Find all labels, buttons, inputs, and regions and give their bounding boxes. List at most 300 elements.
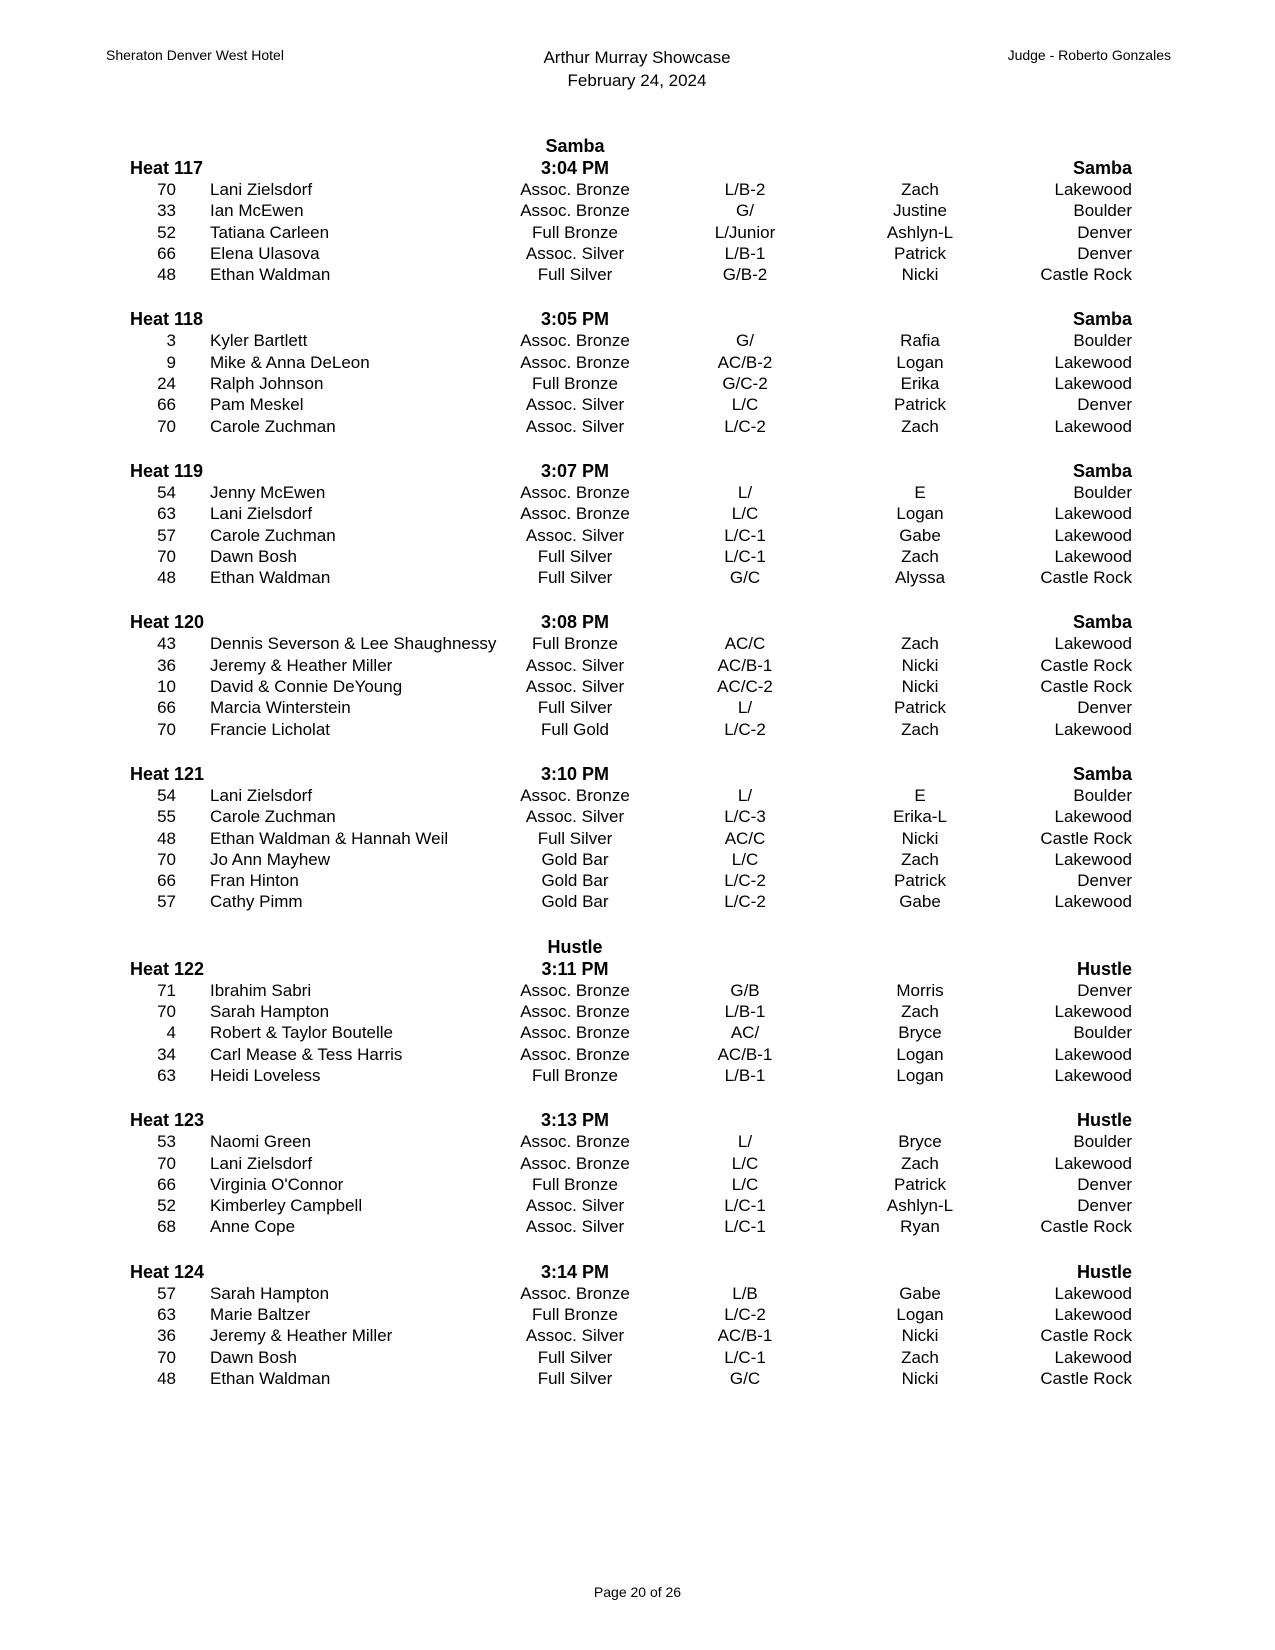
heat-header [0, 460, 1275, 482]
entry-row [0, 1304, 1275, 1325]
entry-row [0, 655, 1275, 676]
entry-studio: Castle Rock [1040, 1368, 1132, 1388]
entry-level: Assoc. Silver [525, 807, 625, 827]
entry-name: Jenny McEwen [210, 482, 326, 502]
entry-level: Full Silver [537, 1368, 613, 1388]
entry-studio: Lakewood [1054, 504, 1132, 524]
entry-instructor: Morris [896, 980, 944, 1000]
entry-level: Full Bronze [532, 1065, 618, 1085]
entry-row [0, 394, 1275, 415]
entry-instructor: Patrick [894, 698, 946, 718]
heat-dance: Hustle [1076, 1261, 1132, 1282]
heat-dance: Samba [1072, 763, 1132, 784]
entry-instructor: Logan [896, 1304, 944, 1324]
heat-list [0, 135, 1275, 1412]
entry-studio: Lakewood [1054, 634, 1132, 654]
entry-category: G/C-2 [722, 374, 768, 394]
entry-instructor: Zach [901, 180, 939, 199]
entry-name: Ethan Waldman [210, 1368, 331, 1388]
entry-category: AC/B-2 [717, 352, 773, 372]
entry-studio: Lakewood [1054, 1065, 1132, 1085]
entry-row [0, 1153, 1275, 1174]
entry-level: Assoc. Silver [525, 1196, 625, 1216]
entry-number: 36 [157, 655, 176, 675]
entry-name: Dawn Bosh [210, 1347, 297, 1367]
entry-instructor: Ashlyn-L [886, 222, 954, 242]
entry-name: Carole Zuchman [210, 525, 336, 545]
entry-category: L/Junior [714, 222, 776, 242]
entry-row [0, 567, 1275, 588]
entry-level: Full Silver [537, 698, 613, 718]
entry-studio: Denver [1077, 395, 1132, 415]
entry-studio: Castle Rock [1040, 677, 1132, 697]
entry-number: 70 [157, 719, 176, 739]
entry-row [0, 980, 1275, 1001]
entry-name: Robert & Taylor Boutelle [210, 1023, 394, 1043]
entry-category: L/C [731, 395, 759, 415]
entry-number: 54 [157, 785, 176, 805]
entry-category: L/B [732, 1283, 758, 1303]
entry-level: Assoc. Bronze [520, 201, 630, 221]
entry-row [0, 1131, 1275, 1152]
entry-category: L/C-1 [724, 1217, 766, 1237]
entry-instructor: Erika [900, 374, 940, 394]
entry-level: Assoc. Silver [525, 243, 625, 263]
heat-name: Heat 124 [130, 1261, 205, 1282]
entry-studio: Castle Rock [1040, 828, 1132, 848]
entry-category: L/ [737, 1132, 753, 1152]
entry-row [0, 200, 1275, 221]
entry-row [0, 1283, 1275, 1304]
heat-dance: Samba [1072, 158, 1132, 178]
entry-category: L/B-2 [724, 180, 766, 199]
entry-studio: Denver [1077, 871, 1132, 891]
entry-category: L/C-1 [724, 525, 766, 545]
entry-number: 52 [157, 222, 176, 242]
entry-row [0, 849, 1275, 870]
entry-instructor: Nicki [901, 828, 939, 848]
entry-studio: Denver [1077, 698, 1132, 718]
heat-time: 3:08 PM [540, 612, 610, 633]
entry-level: Gold Bar [541, 892, 609, 912]
entry-name: Ralph Johnson [210, 374, 324, 394]
entry-number: 33 [157, 201, 176, 221]
section-title-text: Samba [545, 136, 605, 156]
entry-studio: Boulder [1073, 785, 1132, 805]
entry-name: Francie Licholat [210, 719, 331, 739]
entry-instructor: Justine [893, 201, 947, 221]
entry-row [0, 1216, 1275, 1237]
heat-header [0, 1109, 1275, 1131]
entry-row [0, 482, 1275, 503]
entry-studio: Denver [1077, 1196, 1132, 1216]
entry-number: 70 [157, 1347, 176, 1367]
entry-studio: Castle Rock [1040, 1217, 1132, 1237]
entry-row [0, 1022, 1275, 1043]
heat-header [0, 763, 1275, 785]
entry-category: G/ [736, 331, 754, 351]
entry-number: 10 [157, 677, 176, 697]
entry-instructor: E [914, 785, 926, 805]
entry-level: Assoc. Bronze [520, 980, 630, 1000]
heat-header [0, 958, 1275, 980]
entry-name: Carl Mease & Tess Harris [210, 1044, 403, 1064]
entry-row [0, 676, 1275, 697]
entry-level: Full Silver [537, 265, 613, 285]
entry-studio: Lakewood [1054, 546, 1132, 566]
entry-level: Assoc. Bronze [520, 352, 630, 372]
entry-level: Assoc. Bronze [520, 482, 630, 502]
entry-studio: Lakewood [1054, 1283, 1132, 1303]
entry-studio: Lakewood [1054, 416, 1132, 436]
entry-category: L/ [737, 785, 753, 805]
entry-instructor: Logan [896, 1065, 944, 1085]
entry-name: Kimberley Campbell [210, 1196, 363, 1216]
event-date: February 24, 2024 [567, 71, 707, 90]
entry-instructor: Zach [901, 1002, 939, 1022]
entry-number: 66 [157, 698, 176, 718]
heat-name: Heat 123 [130, 1110, 205, 1131]
entry-instructor: Zach [901, 1347, 939, 1367]
entry-instructor: Bryce [898, 1132, 942, 1152]
venue-name: Sheraton Denver West Hotel [106, 47, 284, 63]
entry-category: L/C-2 [724, 871, 766, 891]
entry-category: AC/C [724, 634, 766, 654]
entry-level: Full Bronze [532, 1174, 618, 1194]
entry-number: 9 [166, 352, 176, 372]
entry-level: Full Silver [537, 828, 613, 848]
entry-number: 66 [157, 395, 176, 415]
heat-dance: Samba [1072, 309, 1132, 330]
entry-category: AC/B-1 [717, 1326, 773, 1346]
entry-instructor: Nicki [901, 1368, 939, 1388]
entry-studio: Castle Rock [1040, 568, 1132, 588]
entry-level: Gold Bar [541, 871, 609, 891]
entry-name: Lani Zielsdorf [210, 180, 313, 199]
heat-header [0, 1261, 1275, 1283]
entry-name: Sarah Hampton [210, 1283, 330, 1303]
entry-instructor: Patrick [894, 395, 946, 415]
entry-studio: Castle Rock [1040, 655, 1132, 675]
entry-studio: Lakewood [1054, 352, 1132, 372]
entry-number: 57 [157, 1283, 176, 1303]
entry-row [0, 1174, 1275, 1195]
entry-category: AC/C [724, 828, 766, 848]
entry-category: L/C-1 [724, 546, 766, 566]
entry-studio: Boulder [1073, 1023, 1132, 1043]
entry-row [0, 373, 1275, 394]
entry-number: 63 [157, 1304, 176, 1324]
entry-name: Ethan Waldman [210, 568, 331, 588]
entry-instructor: Nicki [901, 1326, 939, 1346]
heat-dance: Hustle [1076, 958, 1132, 979]
entry-number: 52 [157, 1196, 176, 1216]
entry-name: Marie Baltzer [210, 1304, 311, 1324]
entry-studio: Castle Rock [1040, 1326, 1132, 1346]
entry-name: Marcia Winterstein [210, 698, 351, 718]
heat-block [0, 308, 1275, 436]
entry-number: 63 [157, 504, 176, 524]
heat-dance: Samba [1072, 460, 1132, 481]
entry-studio: Denver [1077, 980, 1132, 1000]
entry-studio: Denver [1077, 1174, 1132, 1194]
heat-time: 3:11 PM [541, 958, 609, 979]
entry-instructor: Rafia [900, 331, 940, 351]
entry-level: Full Silver [537, 1347, 613, 1367]
entry-studio: Lakewood [1054, 1347, 1132, 1367]
entry-row [0, 525, 1275, 546]
entry-instructor: Logan [896, 352, 944, 372]
entry-row [0, 264, 1275, 285]
entry-row [0, 719, 1275, 740]
heat-block [0, 1109, 1275, 1237]
entry-row [0, 1195, 1275, 1216]
entry-row [0, 1325, 1275, 1346]
entry-level: Full Silver [537, 546, 613, 566]
entry-level: Assoc. Silver [525, 416, 625, 436]
entry-number: 70 [157, 849, 176, 869]
entry-category: L/C-1 [724, 1347, 766, 1367]
heat-time: 3:10 PM [540, 763, 610, 784]
entry-row [0, 870, 1275, 891]
entry-name: Ethan Waldman [210, 265, 331, 285]
entry-row [0, 222, 1275, 243]
entry-number: 54 [157, 482, 176, 502]
entry-instructor: Zach [901, 416, 939, 436]
entry-number: 66 [157, 871, 176, 891]
entry-category: L/C-2 [724, 416, 766, 436]
heat-name: Heat 121 [130, 763, 205, 784]
entry-instructor: Ashlyn-L [886, 1196, 954, 1216]
entry-studio: Castle Rock [1040, 265, 1132, 285]
heat-header [0, 308, 1275, 330]
entry-row [0, 1001, 1275, 1022]
entry-number: 71 [157, 980, 176, 1000]
entry-instructor: Nicki [901, 265, 939, 285]
entry-category: G/ [736, 201, 754, 221]
entry-name: Jeremy & Heather Miller [210, 1326, 393, 1346]
entry-category: L/C-2 [724, 1304, 766, 1324]
entry-instructor: Gabe [899, 525, 941, 545]
entry-studio: Lakewood [1054, 1304, 1132, 1324]
entry-studio: Lakewood [1054, 719, 1132, 739]
entry-number: 3 [166, 331, 176, 351]
entry-number: 66 [157, 243, 176, 263]
entry-number: 70 [157, 1002, 176, 1022]
entry-studio: Lakewood [1054, 180, 1132, 199]
entry-row [0, 503, 1275, 524]
entry-name: Lani Zielsdorf [210, 1153, 313, 1173]
entry-number: 48 [157, 568, 176, 588]
entry-name: David & Connie DeYoung [210, 677, 403, 697]
entry-instructor: Alyssa [894, 568, 946, 588]
entry-category: L/B-1 [724, 1002, 766, 1022]
entry-name: Fran Hinton [210, 871, 299, 891]
entry-instructor: Erika-L [893, 807, 947, 827]
entry-studio: Boulder [1073, 201, 1132, 221]
entry-studio: Lakewood [1054, 525, 1132, 545]
entry-level: Full Bronze [532, 634, 618, 654]
entry-instructor: Nicki [901, 677, 939, 697]
entry-row [0, 1044, 1275, 1065]
entry-number: 70 [157, 546, 176, 566]
entry-level: Assoc. Silver [525, 525, 625, 545]
entry-instructor: Logan [896, 1044, 944, 1064]
entry-name: Naomi Green [210, 1132, 312, 1152]
entry-level: Assoc. Bronze [520, 180, 630, 199]
entry-row [0, 697, 1275, 718]
entry-name: Ian McEwen [210, 201, 304, 221]
entry-category: L/C [731, 504, 759, 524]
entry-row [0, 179, 1275, 200]
entry-category: L/ [737, 698, 753, 718]
entry-name: Dawn Bosh [210, 546, 297, 566]
heat-time: 3:04 PM [540, 158, 610, 178]
entry-row [0, 330, 1275, 351]
entry-category: L/B-1 [724, 243, 766, 263]
entry-instructor: Patrick [894, 871, 946, 891]
entry-category: L/C [731, 1153, 759, 1173]
entry-category: AC/C-2 [717, 677, 773, 697]
entry-level: Full Bronze [532, 374, 618, 394]
heat-name: Heat 117 [130, 158, 204, 178]
entry-instructor: Zach [901, 849, 939, 869]
entry-level: Assoc. Bronze [520, 785, 630, 805]
entry-name: Elena Ulasova [210, 243, 320, 263]
entry-row [0, 546, 1275, 567]
page-number: Page 20 of 26 [593, 1584, 682, 1600]
entry-name: Jo Ann Mayhew [210, 849, 331, 869]
entry-level: Full Silver [537, 568, 613, 588]
entry-category: G/C [729, 1368, 761, 1388]
entry-name: Ethan Waldman & Hannah Weil [210, 828, 449, 848]
heat-block [0, 460, 1275, 588]
entry-number: 63 [157, 1065, 176, 1085]
entry-category: L/C [731, 1174, 759, 1194]
entry-number: 70 [157, 180, 176, 199]
entry-level: Full Bronze [532, 222, 618, 242]
heat-name: Heat 118 [130, 309, 204, 330]
entry-number: 53 [157, 1132, 176, 1152]
entry-number: 66 [157, 1174, 176, 1194]
entry-number: 48 [157, 265, 176, 285]
entry-number: 24 [157, 374, 176, 394]
entry-category: G/B [730, 980, 760, 1000]
entry-row [0, 891, 1275, 912]
entry-category: L/C-2 [724, 892, 766, 912]
entry-level: Assoc. Silver [525, 655, 625, 675]
entry-studio: Denver [1077, 243, 1132, 263]
entry-name: Anne Cope [210, 1217, 296, 1237]
heat-name: Heat 120 [130, 612, 205, 633]
heat-header [0, 611, 1275, 633]
entry-studio: Lakewood [1054, 374, 1132, 394]
entry-name: Lani Zielsdorf [210, 785, 313, 805]
entry-row [0, 243, 1275, 264]
entry-level: Gold Bar [541, 849, 609, 869]
entry-level: Full Gold [540, 719, 610, 739]
entry-number: 57 [157, 892, 176, 912]
entry-instructor: Zach [901, 546, 939, 566]
entry-number: 55 [157, 807, 176, 827]
event-title: Arthur Murray Showcase [543, 48, 731, 67]
entry-level: Full Bronze [532, 1304, 618, 1324]
entry-studio: Lakewood [1054, 807, 1132, 827]
heat-time: 3:13 PM [540, 1110, 610, 1131]
heat-time: 3:05 PM [540, 309, 610, 330]
entry-name: Jeremy & Heather Miller [210, 655, 393, 675]
entry-number: 70 [157, 416, 176, 436]
section-title [0, 135, 1275, 157]
entry-instructor: Gabe [899, 892, 941, 912]
entry-instructor: E [914, 482, 926, 502]
entry-number: 68 [157, 1217, 176, 1237]
entry-name: Tatiana Carleen [210, 222, 330, 242]
entry-category: L/ [737, 482, 753, 502]
entry-level: Assoc. Silver [525, 1326, 625, 1346]
entry-name: Carole Zuchman [210, 416, 336, 436]
entry-studio: Lakewood [1054, 1002, 1132, 1022]
entry-category: AC/B-1 [717, 1044, 773, 1064]
entry-category: AC/ [730, 1023, 760, 1043]
entry-level: Assoc. Bronze [520, 1044, 630, 1064]
heat-dance: Hustle [1076, 1110, 1132, 1131]
heat-block [0, 157, 1275, 285]
entry-level: Assoc. Silver [525, 395, 625, 415]
entry-name: Heidi Loveless [210, 1065, 321, 1085]
entry-category: L/C [731, 849, 759, 869]
entry-row [0, 352, 1275, 373]
heat-dance: Samba [1072, 612, 1132, 633]
entry-row [0, 416, 1275, 437]
heat-time: 3:07 PM [540, 460, 610, 481]
entry-row [0, 633, 1275, 654]
entry-number: 43 [157, 634, 176, 654]
entry-instructor: Zach [901, 719, 939, 739]
entry-level: Assoc. Bronze [520, 1023, 630, 1043]
entry-category: G/B-2 [722, 265, 768, 285]
entry-category: G/C [729, 568, 761, 588]
entry-studio: Boulder [1073, 1132, 1132, 1152]
entry-row [0, 828, 1275, 849]
entry-name: Cathy Pimm [210, 892, 303, 912]
entry-name: Kyler Bartlett [210, 331, 308, 351]
entry-category: L/C-3 [724, 807, 766, 827]
entry-row [0, 1368, 1275, 1389]
entry-name: Lani Zielsdorf [210, 504, 313, 524]
entry-name: Mike & Anna DeLeon [210, 352, 370, 372]
entry-name: Pam Meskel [210, 395, 304, 415]
entry-row [0, 785, 1275, 806]
entry-instructor: Patrick [894, 1174, 946, 1194]
heat-name: Heat 122 [130, 958, 205, 979]
entry-studio: Lakewood [1054, 892, 1132, 912]
heat-block [0, 763, 1275, 913]
entry-number: 48 [157, 828, 176, 848]
entry-level: Assoc. Silver [525, 1217, 625, 1237]
heat-block [0, 958, 1275, 1086]
entry-number: 57 [157, 525, 176, 545]
entry-studio: Lakewood [1054, 1044, 1132, 1064]
entry-name: Virginia O'Connor [210, 1174, 344, 1194]
entry-level: Assoc. Bronze [520, 1283, 630, 1303]
heat-header [0, 157, 1275, 179]
entry-instructor: Patrick [894, 243, 946, 263]
entry-studio: Lakewood [1054, 1153, 1132, 1173]
entry-row [0, 1065, 1275, 1086]
entry-name: Sarah Hampton [210, 1002, 330, 1022]
entry-category: AC/B-1 [717, 655, 773, 675]
